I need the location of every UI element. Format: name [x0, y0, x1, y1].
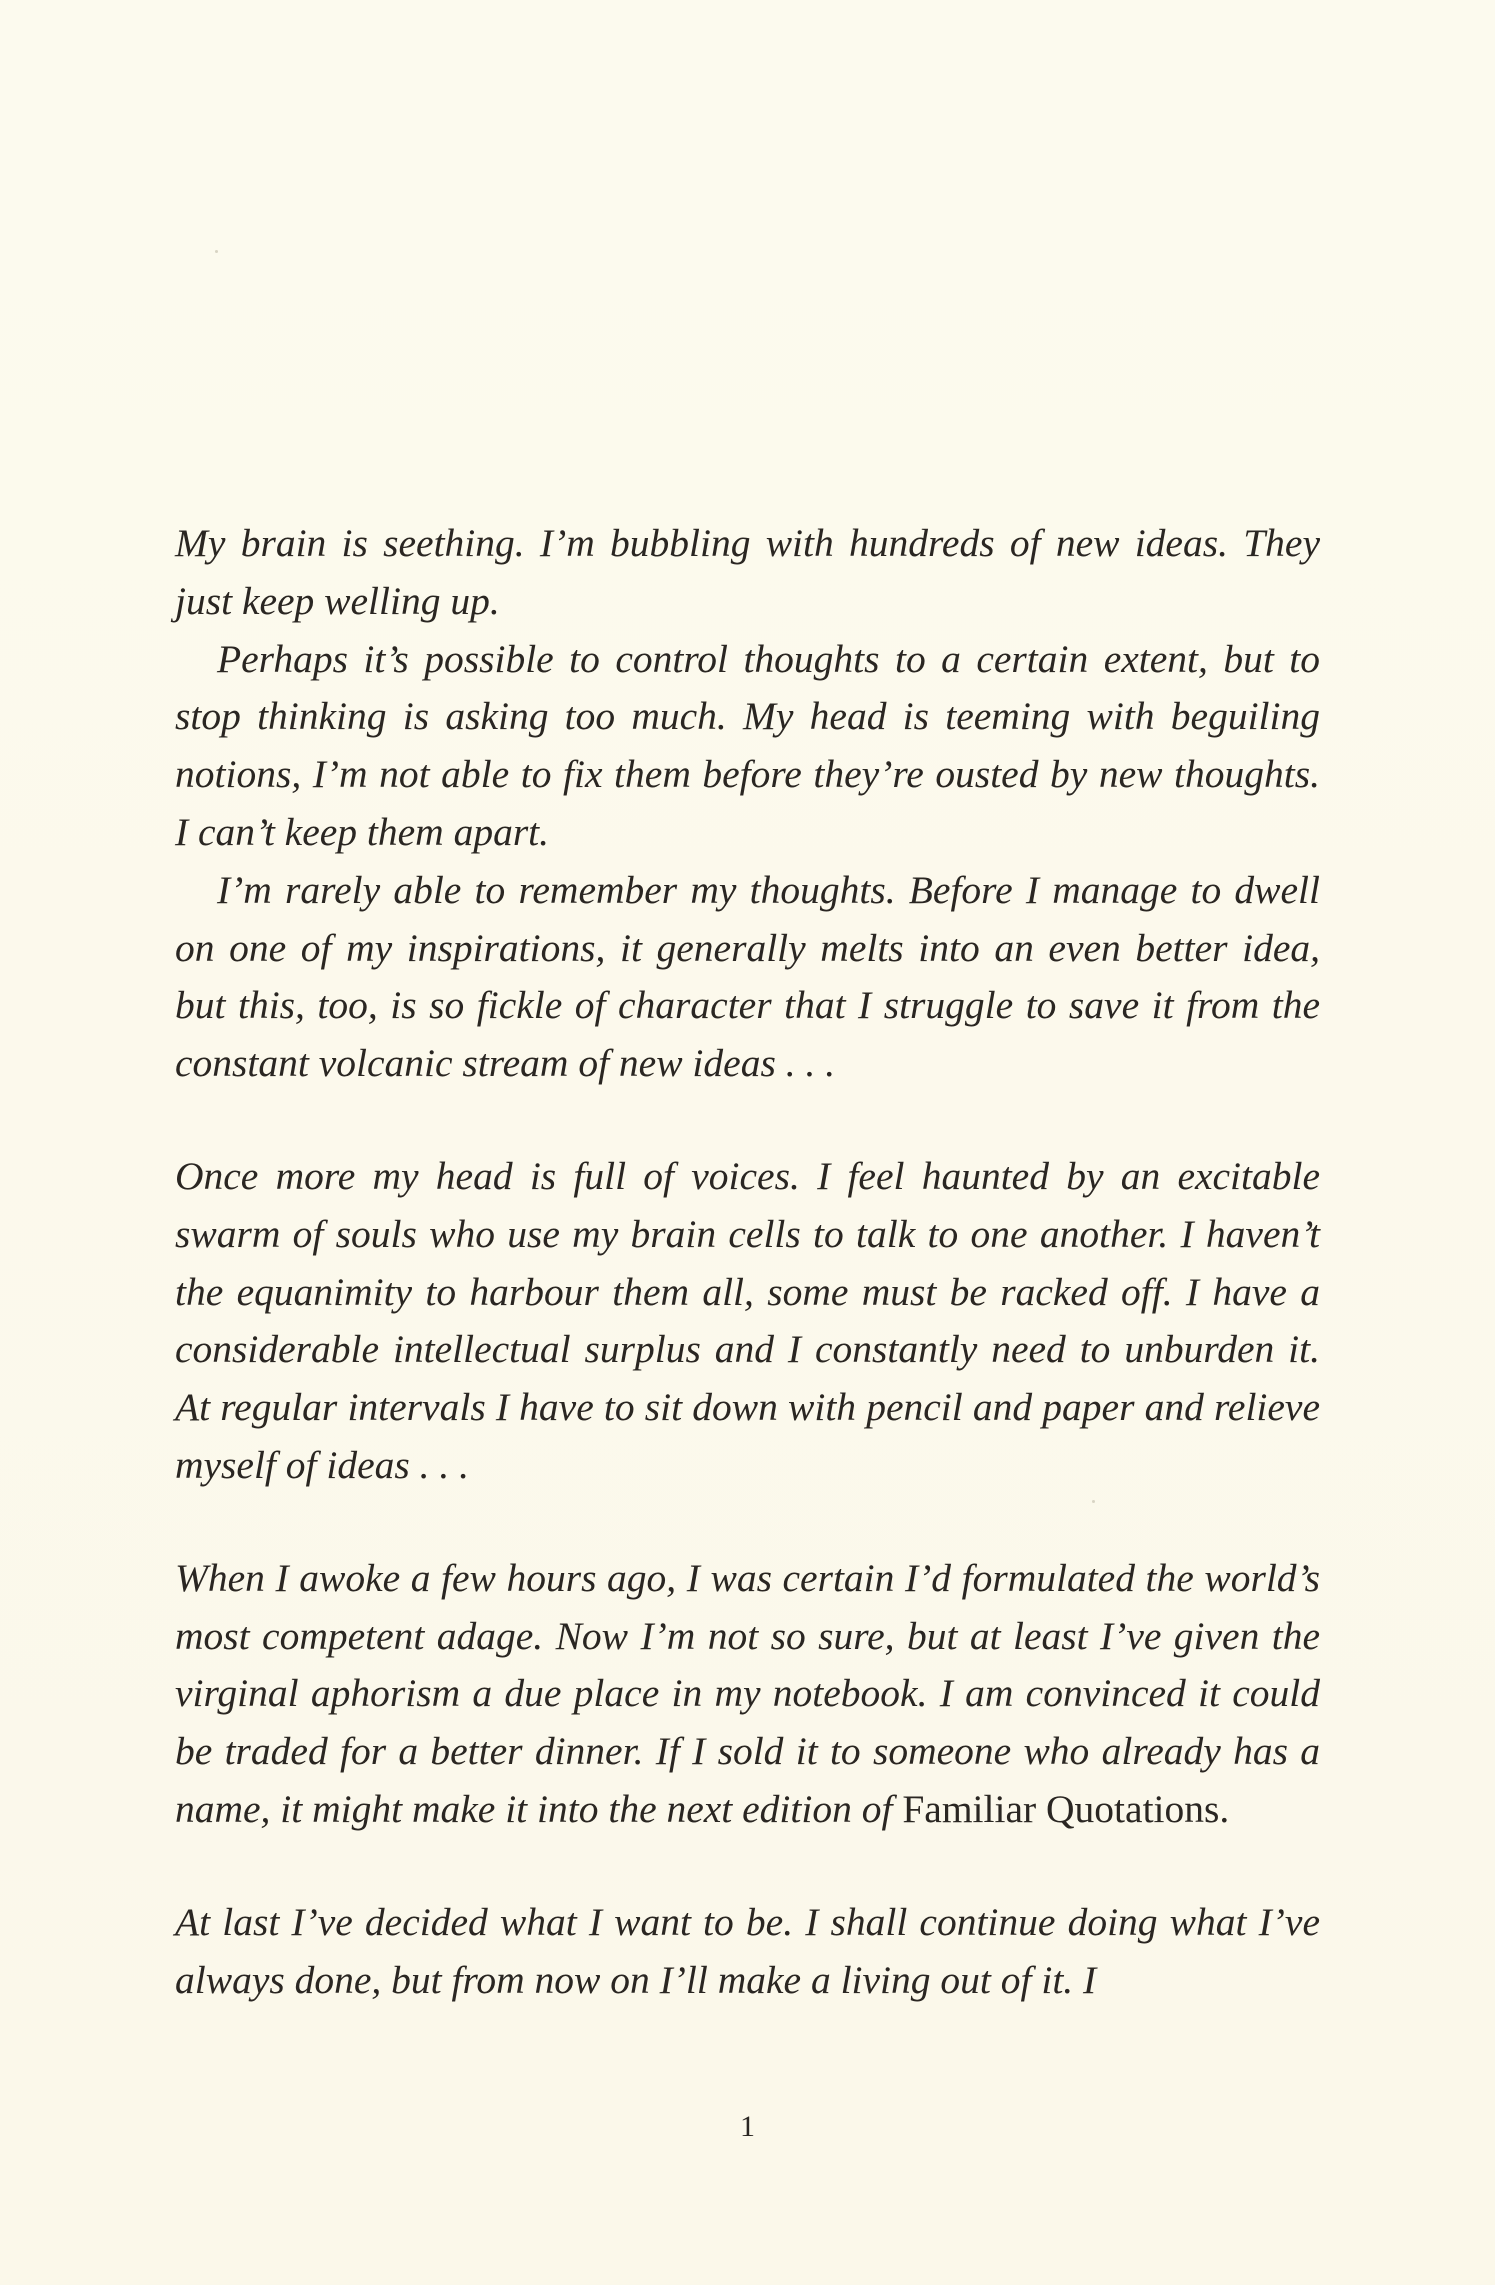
page-speck — [215, 250, 218, 253]
paragraph-text: When I awoke a few hours ago, I was certain I’d formulated the world’s most competent adage. Now I’m not so sure, but at least I’ve given the virginal aphorism a due place in my notebook. I am convinced it could be traded for a better dinner. If I sold it to someone who already has a name, it might make it into the next edition of — [175, 1555, 1320, 1831]
book-title: Familiar Quotations. — [902, 1786, 1230, 1831]
page-number: 1 — [740, 2110, 755, 2143]
paragraph: My brain is seething. I’m bubbling with hundreds of new ideas. They just keep welling up. — [175, 521, 1320, 623]
body-text — [175, 515, 1320, 2009]
paragraph: Perhaps it’s possible to control thoughts to a certain extent, but to stop thinking is asking too much. My head is teeming with beguiling notions, I’m not able to fix them before they’re ousted by new thoughts. I can’t keep them apart. — [175, 636, 1320, 854]
paragraph: I’m rarely able to remember my thoughts. Before I manage to dwell on one of my inspirations, it generally melts into an even better idea, but this, too, is so fickle of character that I struggle to save it from the constant volcanic stream of new ideas . . . — [175, 867, 1320, 1086]
paragraph: At last I’ve decided what I want to be. I shall continue doing what I’ve always done, but from now on I’ll make a living out of it. I — [175, 1899, 1320, 2002]
paragraph — [175, 1550, 1320, 1839]
paragraph: Once more my head is full of voices. I feel haunted by an excitable swarm of souls who use my brain cells to talk to one another. I haven’t the equanimity to harbour them all, some must be racked off. I have a considerable intellectual surplus and I constantly need to unburden it. At regular intervals I have to sit down with pencil and paper and relieve myself of ideas . . . — [175, 1153, 1320, 1487]
